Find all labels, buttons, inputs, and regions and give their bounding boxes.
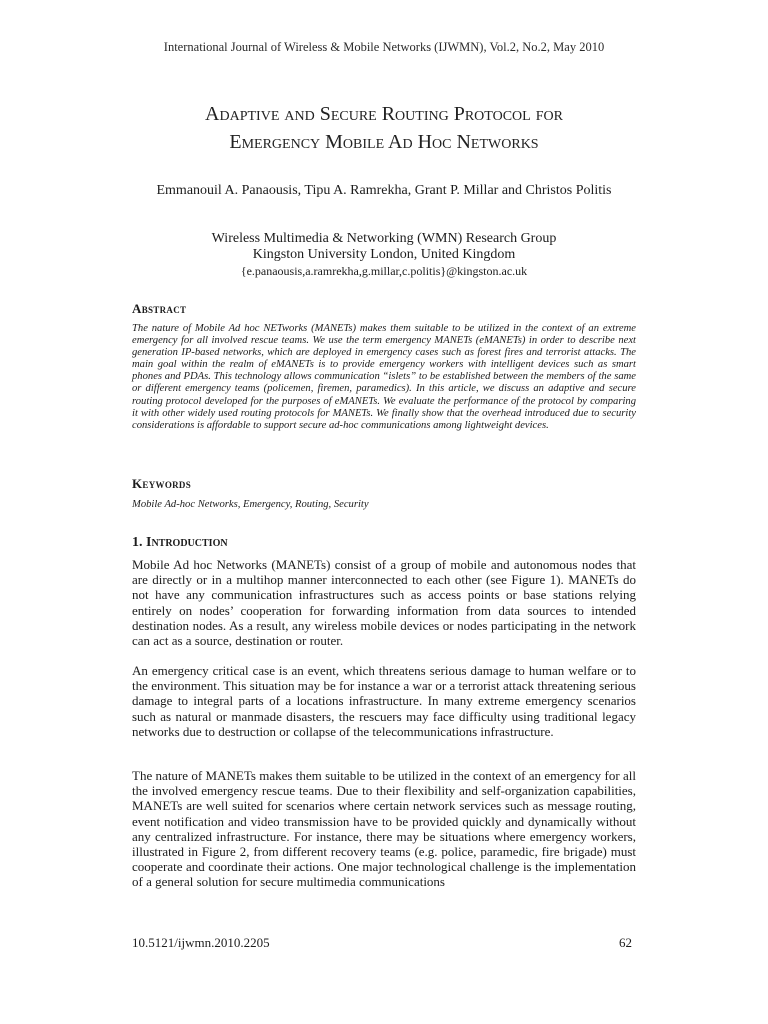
intro-paragraph-2: An emergency critical case is an event, which threatens serious damage to human welfare or to the environment. This situation may be for instance a war or a terrorist attack threatening serious damage to integral parts of a locations infrastructure. In many extreme emergency scenarios such as natural or manmade disasters, the rescuers may face difficulty using traditional legacy networks due to destruction or collapse of the telecommunications infrastructure. (132, 663, 636, 739)
paper-title (60, 100, 708, 156)
section-number: 1. (132, 535, 146, 550)
affiliation (110, 231, 658, 279)
keywords-heading: Keywords (132, 476, 192, 491)
title-line-1: Adaptive and Secure Routing Protocol for (205, 103, 563, 125)
author-emails: {e.panaousis,a.ramrekha,g.millar,c.politis}@kingston.ac.uk (240, 264, 528, 278)
intro-paragraph-3: The nature of MANETs makes them suitable to be utilized in the context of an emergency for all the involved emergency rescue teams. Due to their flexibility and self-organization capabilities, MANETs are well suited for scenarios where certain network services such as message routing, event notification and video transmission have to be provided quickly and dynamically without any centralized infrastructure. For instance, there may be situations where emergency workers, illustrated in Figure 2, from different recovery teams (e.g. police, paramedic, fire brigade) must cooperate and coordinate their actions. One major technological challenge is the implementation of a general solution for secure multimedia communications (132, 768, 636, 890)
research-group: Wireless Multimedia & Networking (WMN) Research Group (211, 231, 557, 246)
section-title: Introduction (146, 535, 228, 550)
university: Kingston University London, United Kingdom (252, 247, 516, 262)
author-list: Emmanouil A. Panaousis, Tipu A. Ramrekha, Grant P. Millar and Christos Politis (156, 183, 612, 198)
introduction-heading (132, 535, 228, 551)
abstract-text: The nature of Mobile Ad hoc NETworks (MANETs) makes them suitable to be utilized in the context of an extreme emergency for all involved rescue teams. We use the term emergency MANETs (eMANETs) in order to describe next generation IP-based networks, which are deployed in emergency cases such as forest fires and terrorist attacks. The main goal within the realm of eMANETs is to provide emergency workers with intelligent devices such as smart phones and PDAs. This technology allows communication “islets” to be established between the members of the same or different emergency teams (policemen, firemen, paramedics). In this article, we discuss an adaptive and secure routing protocol developed for the purposes of eMANETs. We evaluate the performance of the protocol by comparing it with other widely used routing protocols for MANETs. We finally show that the overhead introduced due to security considerations is affordable to support secure ad-hoc communications among lightweight devices. (132, 323, 636, 431)
intro-paragraph-1: Mobile Ad hoc Networks (MANETs) consist of a group of mobile and autonomous nodes that are directly or in a multihop manner interconnected to each other (see Figure 1). MANETs do not have any communication infrastructures such as access points or base stations relying entirely on nodes’ cooperation for forwarding information from data sources to intended destination nodes. As a result, any wireless mobile devices or nodes participating in the network can act as a source, destination or router. (132, 557, 636, 649)
title-line-2: Emergency Mobile Ad Hoc Networks (229, 131, 539, 153)
doi: 10.5121/ijwmn.2010.2205 (132, 935, 270, 950)
keywords-text: Mobile Ad-hoc Networks, Emergency, Routing, Security (132, 499, 369, 510)
abstract-heading: Abstract (132, 301, 187, 316)
running-header: International Journal of Wireless & Mobile Networks (IJWMN), Vol.2, No.2, May 2010 (163, 40, 605, 54)
page-number: 62 (619, 935, 632, 950)
